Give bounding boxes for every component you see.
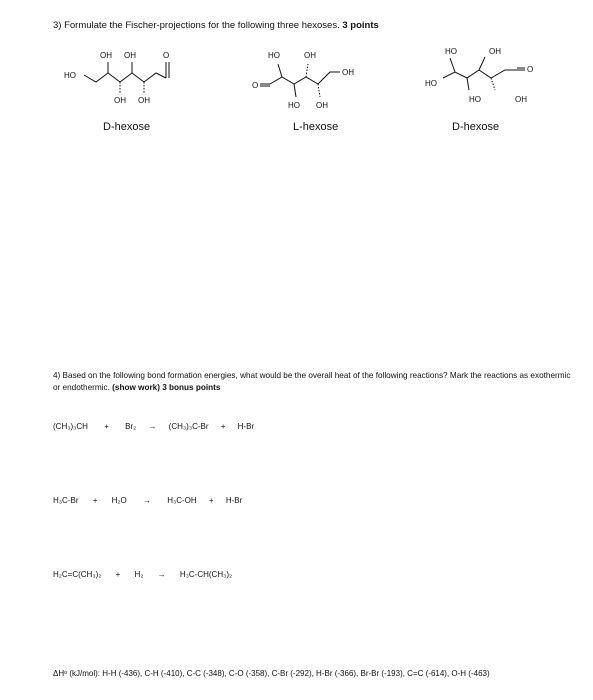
product: H₃C-CH(CH₃)₂ [179,570,233,579]
d-hexose-structure-1 [62,42,222,122]
reactant: H₃C-Br [53,496,79,505]
reaction-3 [53,570,232,579]
l-hexose-structure [240,42,400,122]
reactant: H₂ [134,570,144,579]
question-4-bonus: (show work) 3 bonus points [112,383,221,392]
oh-label: OH [342,68,354,77]
molecule-name: D-hexose [103,121,151,133]
carbonyl-o-label: O [163,51,170,60]
d-hexose-structure-2 [415,42,575,122]
product: H-Br [237,422,255,431]
reactant: H₂C=C(CH₃)₂ [53,570,102,579]
question-4-prompt: 4) Based on the following bond formation energies, what would be the overall heat of the following reactions? Mark the reactions as exothermic or endothermic. [53,371,571,392]
oh-label: OH [489,47,501,56]
bond-energies: ΔHᵒ (kJ/mol): H-H (-436), C-H (-410), C-C (-348), C-O (-358), C-Br (-292), H-Br (-366), Br-Br (-193), C=C (-614), O-H (-463) [53,669,490,678]
carbonyl-o-label: O [252,81,259,90]
ho-label: HO [64,71,76,80]
product: H₃C-OH [167,496,197,505]
ho-label: HO [268,51,280,60]
question-4 [53,370,573,394]
plus-sign: + [220,422,226,431]
reaction-2 [53,496,242,505]
plus-sign: + [208,496,214,505]
reactant: (CH₃)₃CH [53,422,88,431]
product: H-Br [225,496,243,505]
oh-label: OH [124,51,136,60]
oh-label: OH [138,96,150,105]
oh-label: OH [515,95,527,104]
reaction-1 [53,422,254,431]
molecule-name: D-hexose [452,121,500,133]
question-3 [53,20,379,31]
oh-label: OH [316,101,328,110]
plus-sign: + [92,496,98,505]
question-3-points: 3 points [342,20,379,31]
reactant: H₂O [111,496,127,505]
arrow-icon: → [148,422,157,431]
oh-label: OH [304,51,316,60]
oh-label: OH [100,51,112,60]
arrow-icon: → [142,496,151,505]
reactant: Br₂ [125,422,137,431]
ho-label: HO [445,47,457,56]
carbonyl-o-label: O [527,65,534,74]
molecule-name: L-hexose [293,121,339,133]
ho-label: HO [469,95,481,104]
oh-label: OH [114,96,126,105]
arrow-icon: → [157,570,166,579]
question-3-prompt: 3) Formulate the Fischer-projections for the following three hexoses. [53,20,340,31]
ho-label: HO [425,79,437,88]
plus-sign: + [104,422,109,431]
ho-label: HO [288,101,300,110]
product: (CH₃)₃C-Br [168,422,209,431]
plus-sign: + [115,570,121,579]
